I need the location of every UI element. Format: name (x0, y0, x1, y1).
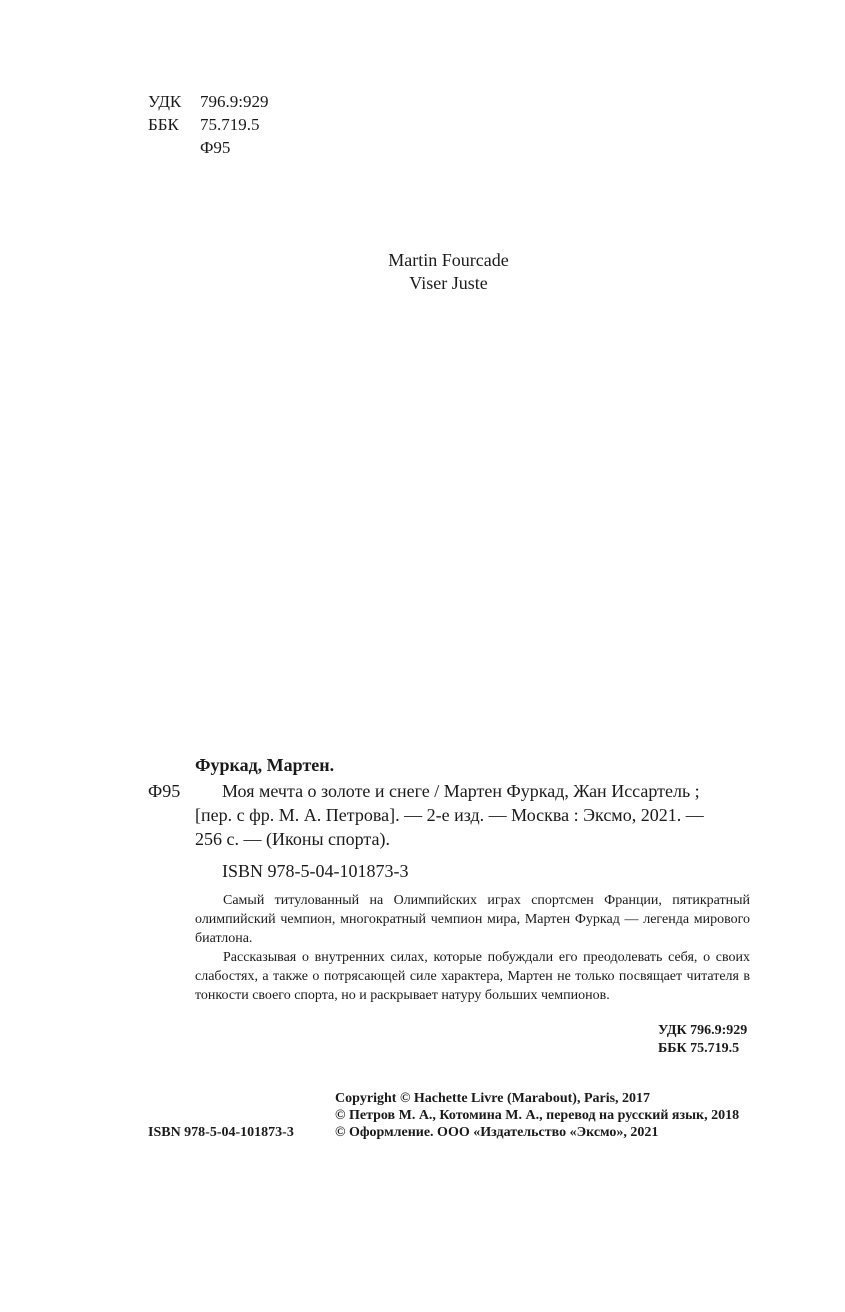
bbk-label: ББК (148, 115, 179, 134)
copyright-line-3: © Оформление. ООО «Издательство «Эксмо», 2021 (335, 1125, 659, 1140)
bbk-line (148, 113, 260, 136)
card-isbn: ISBN 978-5-04-101873-3 (222, 861, 409, 881)
udk-bottom: УДК 796.9:929 (658, 1023, 748, 1038)
bbk-value: 75.719.5 (200, 115, 260, 134)
original-title: Viser Juste (409, 273, 488, 293)
card-heading-author: Фуркад, Мартен. (195, 755, 335, 775)
copyright-line-2: © Петров М. А., Котомина М. А., перевод на русский язык, 2018 (335, 1108, 740, 1123)
udk-value: 796.9:929 (200, 92, 269, 111)
annotation-paragraph-2: Рассказывая о внутренних силах, которые побуждали его преодолевать себя, о своих слабостях, а также о потрясающей силе характера, Мартен не только посвящает читателя в тонкости своего спорта, но и раскрывает натуру больших чемпионов. (195, 950, 750, 1003)
copyright-line-1: Copyright © Hachette Livre (Marabout), Paris, 2017 (335, 1091, 651, 1106)
annotation-paragraph-1: Самый титулованный на Олимпийских играх спортсмен Франции, пятикратный олимпийский чемпион, многократный чемпион мира, Мартен Фуркад — легенда мирового биатлона. (195, 893, 750, 946)
bbk-bottom: ББК 75.719.5 (658, 1041, 740, 1056)
card-entry-line-3: 256 с. — (Иконы спорта). (195, 829, 390, 849)
udk-line (148, 90, 268, 113)
copyright-isbn: ISBN 978-5-04-101873-3 (148, 1125, 294, 1140)
card-entry-line-1: Моя мечта о золоте и снеге / Мартен Фуркад, Жан Иссартель ; (222, 781, 700, 801)
card-entry-line-2: [пер. с фр. М. А. Петрова]. — 2-е изд. — Москва : Эксмо, 2021. — (195, 805, 704, 825)
card-author-mark: Ф95 (148, 781, 181, 801)
author-mark-top: Ф95 (200, 138, 231, 157)
original-author: Martin Fourcade (388, 250, 509, 270)
udk-label: УДК (148, 92, 182, 111)
